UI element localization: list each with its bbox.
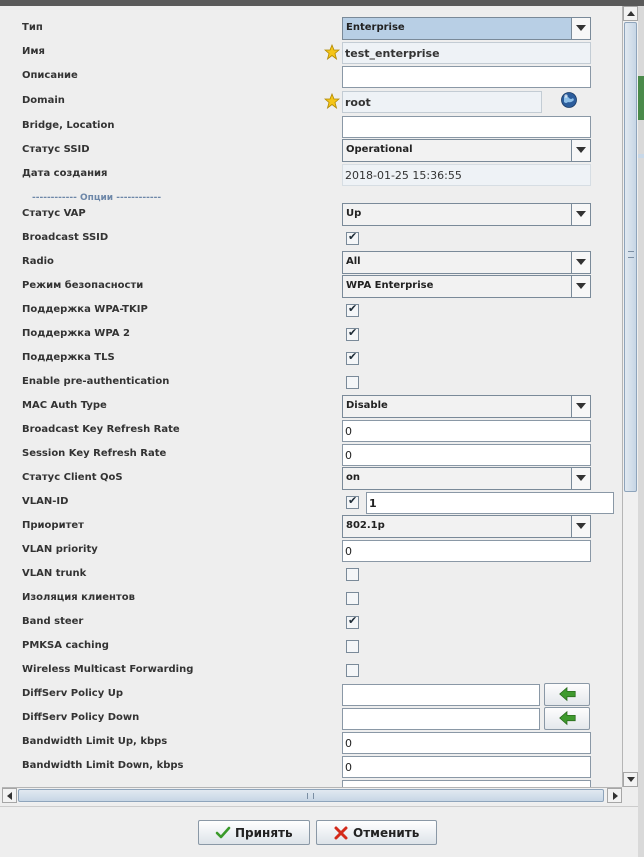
wpa2-label: Поддержка WPA 2 <box>22 328 130 339</box>
row-broadcast-ssid <box>2 227 622 251</box>
name-label: Имя <box>22 46 45 57</box>
chevron-down-icon[interactable] <box>571 396 590 417</box>
row-bridge <box>2 115 622 139</box>
dialog-footer <box>0 806 638 857</box>
accept-button-label: Принять <box>235 826 293 840</box>
checkmark-icon <box>215 825 231 841</box>
created-field <box>342 164 591 186</box>
row-wpa-tkip <box>2 299 622 323</box>
chevron-down-icon[interactable] <box>571 468 590 489</box>
row-domain <box>2 90 622 114</box>
bw-up-value: 0 <box>345 737 352 750</box>
row-tls <box>2 347 622 371</box>
client-qos-combo[interactable] <box>342 467 591 490</box>
band-steer-checkbox[interactable] <box>346 616 359 629</box>
scroll-corner <box>622 787 638 803</box>
globe-icon[interactable] <box>560 91 578 109</box>
domain-value: root <box>345 96 371 109</box>
type-label: Тип <box>22 22 43 33</box>
wpa-tkip-label: Поддержка WPA-TKIP <box>22 304 148 315</box>
vlan-priority-value: 0 <box>345 545 352 558</box>
session-key-value: 0 <box>345 449 352 462</box>
wpa-tkip-checkbox[interactable] <box>346 304 359 317</box>
created-label: Дата создания <box>22 168 108 179</box>
vlan-trunk-checkbox[interactable] <box>346 568 359 581</box>
broadcast-ssid-label: Broadcast SSID <box>22 232 109 243</box>
diffserv-up-input[interactable] <box>342 684 540 706</box>
diffserv-up-select-button[interactable] <box>544 683 590 706</box>
bw-up-input[interactable] <box>342 732 591 754</box>
close-icon <box>333 825 349 841</box>
preauth-checkbox[interactable] <box>346 376 359 389</box>
scroll-up-icon[interactable] <box>623 6 638 21</box>
radio-label: Radio <box>22 256 54 267</box>
client-isolation-checkbox[interactable] <box>346 592 359 605</box>
row-bw-up <box>2 731 622 755</box>
multicast-label: Wireless Multicast Forwarding <box>22 664 194 675</box>
client-qos-label: Статус Client QoS <box>22 472 123 483</box>
name-field[interactable] <box>342 42 591 64</box>
preauth-label: Enable pre-authentication <box>22 376 170 387</box>
security-mode-value: WPA Enterprise <box>346 280 434 291</box>
cancel-button-label: Отменить <box>353 826 420 840</box>
vlan-id-checkbox[interactable] <box>346 496 359 509</box>
domain-label: Domain <box>22 95 65 106</box>
security-mode-label: Режим безопасности <box>22 280 144 291</box>
wpa2-checkbox[interactable] <box>346 328 359 341</box>
horizontal-scroll-thumb[interactable] <box>18 789 604 802</box>
bcast-key-value: 0 <box>345 425 352 438</box>
created-value: 2018-01-25 15:36:55 <box>345 169 462 182</box>
row-preauth <box>2 371 622 395</box>
diffserv-down-select-button[interactable] <box>544 707 590 730</box>
form-scroll-area <box>2 6 622 787</box>
row-vlan-priority <box>2 539 622 563</box>
vlan-id-label: VLAN-ID <box>22 496 69 507</box>
vap-status-label: Статус VAP <box>22 208 86 219</box>
bcast-key-input[interactable] <box>342 420 591 442</box>
bw-down-input[interactable] <box>342 756 591 778</box>
bridge-input[interactable] <box>342 116 591 138</box>
scroll-left-icon[interactable] <box>2 788 17 803</box>
row-type <box>2 17 622 41</box>
vlan-priority-label: VLAN priority <box>22 544 98 555</box>
ssid-status-combo[interactable] <box>342 139 591 162</box>
row-vlan-trunk <box>2 563 622 587</box>
name-value: test_enterprise <box>345 47 440 60</box>
tls-label: Поддержка TLS <box>22 352 115 363</box>
client-qos-value: on <box>346 472 360 483</box>
vlan-id-value: 1 <box>369 497 377 510</box>
ssid-status-label: Статус SSID <box>22 144 90 155</box>
vlan-id-input[interactable] <box>366 492 614 514</box>
diffserv-up-label: DiffServ Policy Up <box>22 688 124 699</box>
radio-combo[interactable] <box>342 251 591 274</box>
vertical-scroll-thumb[interactable] <box>624 22 637 492</box>
row-session-key <box>2 443 622 467</box>
bw-down-value: 0 <box>345 761 352 774</box>
pmksa-checkbox[interactable] <box>346 640 359 653</box>
row-mac-auth <box>2 395 622 419</box>
bw-down-label: Bandwidth Limit Down, kbps <box>22 760 184 771</box>
priority-value: 802.1p <box>346 520 385 531</box>
star-icon <box>324 44 340 60</box>
mac-auth-combo[interactable] <box>342 395 591 418</box>
cancel-button[interactable] <box>316 820 437 845</box>
ssid-status-value: Operational <box>346 144 413 155</box>
scroll-right-icon[interactable] <box>607 788 622 803</box>
row-diffserv-down <box>2 707 622 731</box>
priority-label: Приоритет <box>22 520 84 531</box>
row-security-mode <box>2 275 622 299</box>
diffserv-down-input[interactable] <box>342 708 540 730</box>
row-radio <box>2 251 622 275</box>
session-key-input[interactable] <box>342 444 591 466</box>
domain-field[interactable] <box>342 91 542 113</box>
row-created <box>2 163 622 187</box>
chevron-down-icon[interactable] <box>571 516 590 537</box>
broadcast-ssid-checkbox[interactable] <box>346 232 359 245</box>
row-name <box>2 41 622 65</box>
background-accent <box>638 76 644 120</box>
chevron-down-icon[interactable] <box>571 140 590 161</box>
bw-up-label: Bandwidth Limit Up, kbps <box>22 736 168 747</box>
chevron-down-icon[interactable] <box>571 18 590 39</box>
partial-next-input[interactable] <box>342 780 591 787</box>
scroll-down-icon[interactable] <box>623 772 638 787</box>
bridge-label: Bridge, Location <box>22 120 115 131</box>
accept-button[interactable] <box>198 820 310 845</box>
background-accent <box>638 154 644 158</box>
row-ssid-status <box>2 139 622 163</box>
band-steer-label: Band steer <box>22 616 84 627</box>
radio-value: All <box>346 256 361 267</box>
row-pmksa <box>2 635 622 659</box>
vertical-scrollbar[interactable] <box>622 6 638 787</box>
section-options-header: ------------ Опции ------------ <box>32 193 162 203</box>
mac-auth-label: MAC Auth Type <box>22 400 107 411</box>
row-diffserv-up <box>2 683 622 707</box>
type-combo[interactable] <box>342 17 591 40</box>
client-isolation-label: Изоляция клиентов <box>22 592 135 603</box>
type-combo-value: Enterprise <box>346 22 405 33</box>
diffserv-down-label: DiffServ Policy Down <box>22 712 140 723</box>
chevron-down-icon[interactable] <box>571 252 590 273</box>
row-bw-down <box>2 755 622 779</box>
row-vap-status <box>2 203 622 227</box>
vlan-trunk-label: VLAN trunk <box>22 568 87 579</box>
vlan-priority-input[interactable] <box>342 540 591 562</box>
security-mode-combo[interactable] <box>342 275 591 298</box>
tls-checkbox[interactable] <box>346 352 359 365</box>
mac-auth-value: Disable <box>346 400 388 411</box>
chevron-down-icon[interactable] <box>571 204 590 225</box>
pmksa-label: PMKSA caching <box>22 640 109 651</box>
session-key-label: Session Key Refresh Rate <box>22 448 167 459</box>
star-icon <box>324 93 340 109</box>
row-bcast-key <box>2 419 622 443</box>
row-multicast <box>2 659 622 683</box>
vap-status-combo[interactable] <box>342 203 591 226</box>
row-vlan-id <box>2 491 622 515</box>
vap-status-value: Up <box>346 208 362 219</box>
row-band-steer <box>2 611 622 635</box>
row-partial-next <box>2 779 622 787</box>
row-client-qos <box>2 467 622 491</box>
horizontal-scrollbar[interactable] <box>2 787 622 803</box>
description-label: Описание <box>22 70 78 81</box>
row-description <box>2 65 622 89</box>
background-window-edge <box>638 6 644 857</box>
priority-combo[interactable] <box>342 515 591 538</box>
description-input[interactable] <box>342 66 591 88</box>
chevron-down-icon[interactable] <box>571 276 590 297</box>
multicast-checkbox[interactable] <box>346 664 359 677</box>
arrow-left-icon <box>545 684 589 705</box>
row-wpa2 <box>2 323 622 347</box>
row-priority <box>2 515 622 539</box>
arrow-left-icon <box>545 708 589 729</box>
bcast-key-label: Broadcast Key Refresh Rate <box>22 424 180 435</box>
row-client-isolation <box>2 587 622 611</box>
